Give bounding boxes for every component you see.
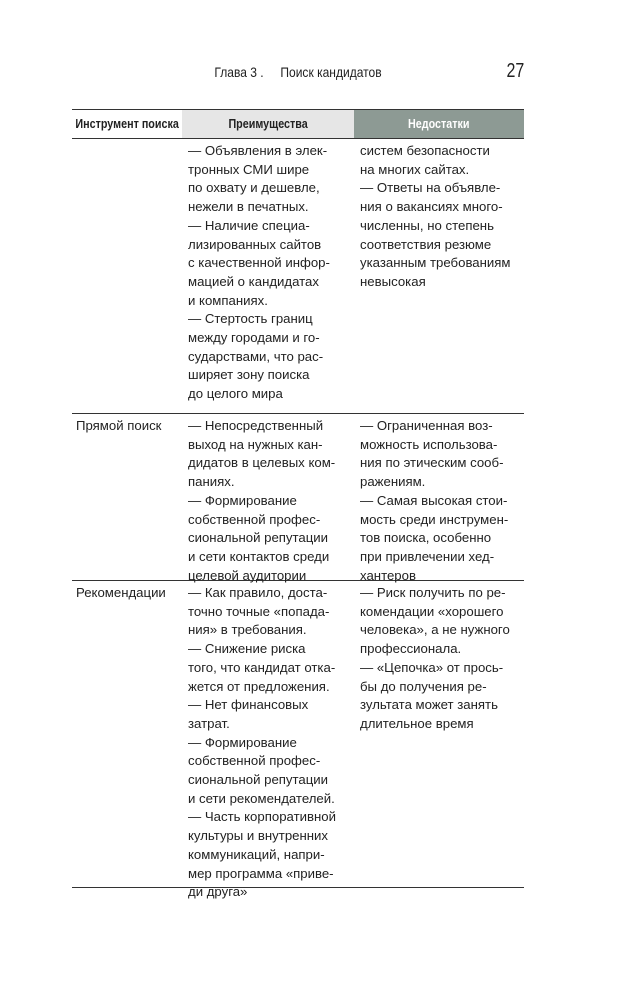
text-line: — Самая высокая стои- xyxy=(360,492,508,508)
text-line: — Формирование xyxy=(188,734,297,750)
text-line: профессионала. xyxy=(360,641,462,657)
text-line: сиональной репутации xyxy=(188,772,329,788)
table-row xyxy=(72,581,524,900)
running-header xyxy=(72,60,524,86)
text-line: и компаниях. xyxy=(188,292,268,308)
text-line: ния о вакансиях много- xyxy=(360,199,503,215)
text-line: ния» в требования. xyxy=(188,622,307,638)
text-line: паниях. xyxy=(188,474,235,490)
text-line: соответствия резюме xyxy=(360,236,492,252)
text-line: длительное время xyxy=(360,715,474,731)
text-line: затрат. xyxy=(188,715,230,731)
advantages-cell xyxy=(182,139,354,413)
text-line: дидатов в целевых ком- xyxy=(188,455,336,471)
text-line: собственной профес- xyxy=(188,753,321,769)
table-row xyxy=(72,139,524,414)
text-line: комендации «хорошего xyxy=(360,603,504,619)
text-line: систем безопасности xyxy=(360,143,490,158)
text-line: — Ограниченная воз- xyxy=(360,418,493,433)
disadvantages-cell xyxy=(354,414,524,583)
text-line: и сети рекомендателей. xyxy=(188,790,335,806)
text-line: сударствами, что рас- xyxy=(188,348,324,364)
text-line: ди друга» xyxy=(188,884,248,900)
text-line: и сети контактов среди xyxy=(188,548,330,564)
text-line: мацией о кандидатах xyxy=(188,273,319,289)
text-line: жется от предложения. xyxy=(188,678,330,694)
text-line: невысокая xyxy=(360,273,426,289)
advantages-cell xyxy=(182,581,354,900)
text-line: выход на нужных кан- xyxy=(188,436,323,452)
text-line: — Ответы на объявле- xyxy=(360,180,501,196)
text-line: — Часть корпоративной xyxy=(188,809,336,825)
text-line: точно точные «попада- xyxy=(188,603,330,619)
text-line: ражениям. xyxy=(360,474,426,490)
text-line: нежели в печатных. xyxy=(188,199,309,215)
text-line: культуры и внутренних xyxy=(188,828,329,844)
text-line: между городами и го- xyxy=(188,330,320,346)
text-line: можность использова- xyxy=(360,436,498,452)
text-line: — «Цепочка» от прось- xyxy=(360,659,504,675)
text-line: мер программа «приве- xyxy=(188,865,334,881)
text-line: с качественной инфор- xyxy=(188,255,330,271)
text-line: на многих сайтах. xyxy=(360,161,470,177)
text-line: тронных СМИ шире xyxy=(188,161,310,177)
text-line: — Стертость границ xyxy=(188,311,313,327)
text-line: по охвату и дешевле, xyxy=(188,180,320,196)
search-tools-table xyxy=(72,109,524,900)
table-header-row xyxy=(72,109,524,139)
text-line: численны, но степень xyxy=(360,217,494,233)
column-header-tool: Инструмент поиска xyxy=(75,117,179,131)
text-line: указанным требованиям xyxy=(360,255,511,271)
text-line: человека», а не нужного xyxy=(360,622,510,638)
text-line: — Непосредственный xyxy=(188,418,324,433)
text-line: тов поиска, особенно xyxy=(360,530,492,546)
column-header-advantages: Преимущества xyxy=(182,110,354,138)
text-line: — Снижение риска xyxy=(188,641,306,657)
text-line: сиональной репутации xyxy=(188,530,329,546)
page-number: 27 xyxy=(506,60,524,82)
chapter-title: Глава 3 . Поиск кандидатов xyxy=(214,64,382,80)
table-row xyxy=(72,414,524,581)
text-line: ширяет зону поиска xyxy=(188,367,310,383)
text-line: — Формирование xyxy=(188,492,297,508)
text-line: мость среди инструмен- xyxy=(360,511,509,527)
disadvantages-cell xyxy=(354,139,524,413)
tool-cell: Рекомендации xyxy=(76,585,166,600)
tool-cell: Прямой поиск xyxy=(76,418,162,433)
disadvantages-cell xyxy=(354,581,524,887)
text-line: коммуникаций, напри- xyxy=(188,846,325,862)
text-line: целевой аудитории xyxy=(188,567,307,583)
text-line: — Риск получить по ре- xyxy=(360,585,506,600)
text-line: того, что кандидат отка- xyxy=(188,659,336,675)
text-line: — Объявления в элек- xyxy=(188,143,328,158)
tool-cell xyxy=(72,139,182,413)
text-line: — Наличие специа- xyxy=(188,217,310,233)
text-line: — Как правило, доста- xyxy=(188,585,328,600)
text-line: лизированных сайтов xyxy=(188,236,322,252)
text-line: собственной профес- xyxy=(188,511,321,527)
advantages-cell xyxy=(182,414,354,583)
text-line: зультата может занять xyxy=(360,697,498,713)
column-header-disadvantages: Недостатки xyxy=(354,110,524,138)
text-line: при привлечении хед- xyxy=(360,548,495,564)
text-line: ния по этическим сооб- xyxy=(360,455,504,471)
text-line: до целого мира xyxy=(188,386,283,402)
text-line: бы до получения ре- xyxy=(360,678,487,694)
text-line: хантеров xyxy=(360,567,416,583)
text-line: — Нет финансовых xyxy=(188,697,309,713)
